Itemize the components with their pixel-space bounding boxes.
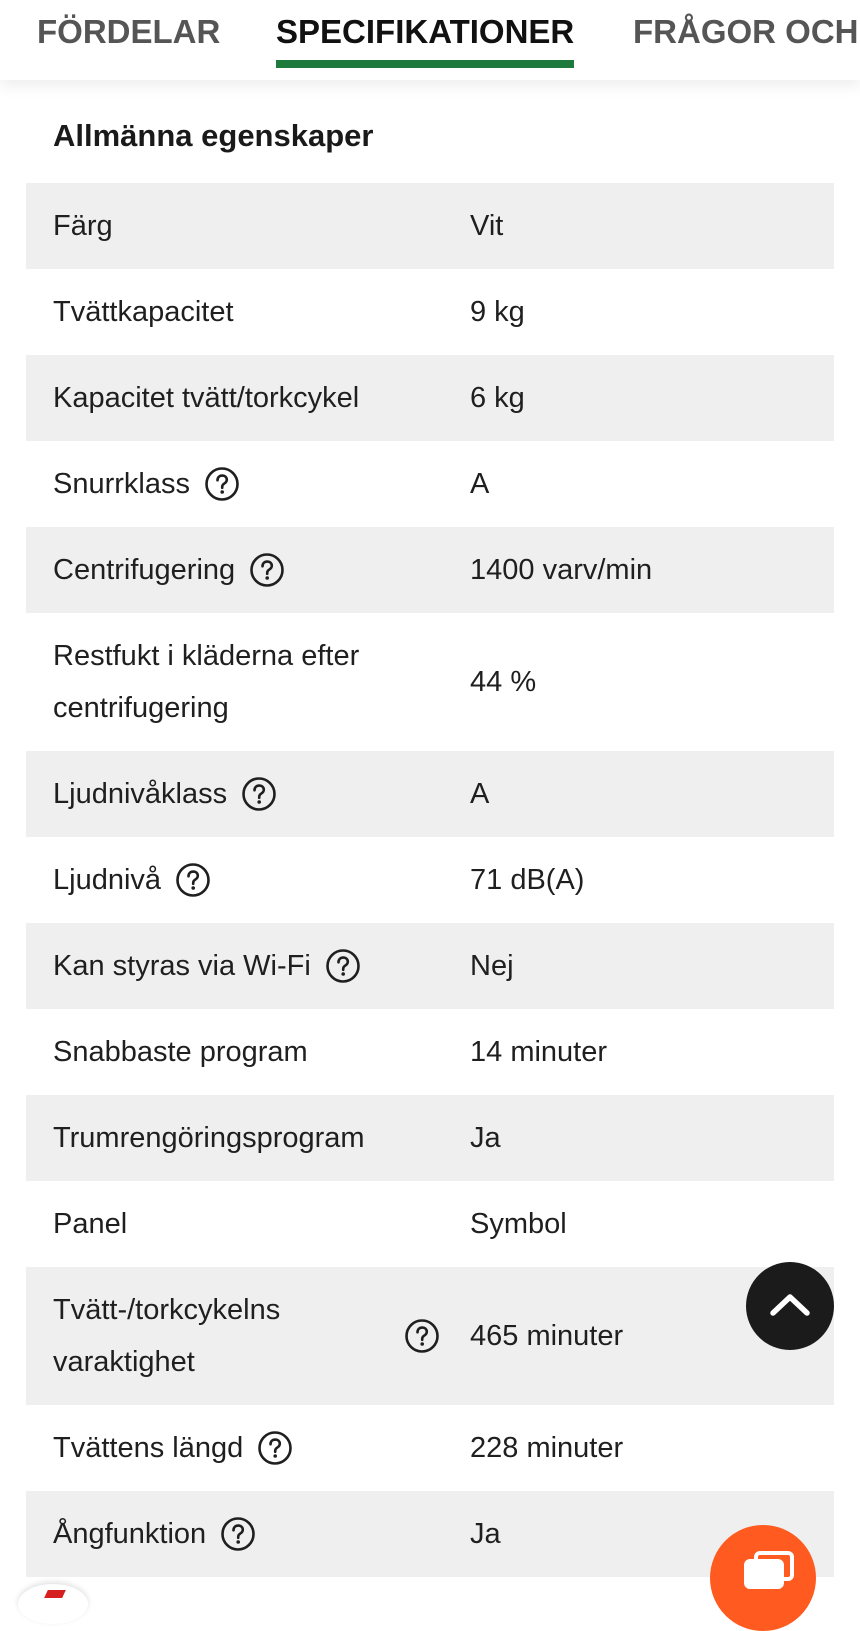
- question-circle-icon[interactable]: [325, 948, 361, 984]
- spec-label-cell: [26, 768, 470, 820]
- spec-label: Färg: [53, 210, 113, 242]
- spec-value: A: [470, 468, 490, 500]
- tab-fragor-och-svar[interactable]: [633, 12, 859, 72]
- spec-label-cell: [26, 286, 470, 338]
- spec-label: Snurrklass: [53, 468, 190, 500]
- spec-label-cell: [26, 1508, 470, 1560]
- spec-row-snabbaste-program: [26, 1009, 834, 1095]
- spec-row-wifi: [26, 923, 834, 1009]
- section-title: Allmänna egenskaper: [53, 118, 374, 153]
- question-circle-icon[interactable]: [220, 1516, 256, 1552]
- spec-row-centrifugering: [26, 527, 834, 613]
- spec-row-tvattkapacitet: [26, 269, 834, 355]
- spec-label-cell: [26, 940, 470, 992]
- spec-value: 6 kg: [470, 382, 525, 414]
- spec-label-cell: [26, 1198, 470, 1250]
- question-circle-icon[interactable]: [404, 1318, 440, 1354]
- tab-fordelar[interactable]: [37, 12, 220, 72]
- spec-label-cell: [26, 1112, 470, 1164]
- spec-value: 9 kg: [470, 296, 525, 328]
- spec-value: 228 minuter: [470, 1432, 624, 1464]
- spec-label: Tvättens längd: [53, 1432, 244, 1464]
- spec-label-cell: [26, 458, 470, 510]
- spec-value: 465 minuter: [470, 1320, 624, 1352]
- spec-value: Ja: [470, 1518, 501, 1550]
- question-circle-icon[interactable]: [257, 1430, 293, 1466]
- spec-value: 44 %: [470, 666, 537, 698]
- spec-row-ljudniva: [26, 837, 834, 923]
- spec-value: Nej: [470, 950, 514, 982]
- spec-value: Symbol: [470, 1208, 567, 1240]
- spec-label-cell: [26, 372, 470, 424]
- spec-label: Panel: [53, 1208, 128, 1240]
- spec-row-panel: [26, 1181, 834, 1267]
- spec-label-cell: [26, 1284, 470, 1388]
- question-circle-icon[interactable]: [204, 466, 240, 502]
- spec-row-trumrengoringsprogram: [26, 1095, 834, 1181]
- tab-label: FÖRDELAR: [37, 13, 221, 50]
- question-circle-icon[interactable]: [249, 552, 285, 588]
- spec-label: Ljudnivåklass: [53, 778, 228, 810]
- active-tab-indicator: [276, 60, 574, 68]
- spec-row-farg: [26, 183, 834, 269]
- spec-value: A: [470, 778, 490, 810]
- spec-label-cell: [26, 544, 470, 596]
- spec-value: 14 minuter: [470, 1036, 608, 1068]
- spec-label: Ljudnivå: [53, 864, 162, 896]
- spec-row-ljudnivaklass: [26, 751, 834, 837]
- tab-bar: [0, 0, 860, 80]
- spec-value: Ja: [470, 1122, 501, 1154]
- chevron-up-icon: [768, 1290, 812, 1323]
- spec-label: Kan styras via Wi-Fi: [53, 950, 311, 982]
- spec-label: Snabbaste program: [53, 1036, 308, 1068]
- spec-label-cell: [26, 200, 470, 252]
- question-circle-icon[interactable]: [241, 776, 277, 812]
- question-circle-icon[interactable]: [175, 862, 211, 898]
- chat-bubble-icon-front: [744, 1559, 784, 1589]
- spec-row-tvattens-langd: [26, 1405, 834, 1491]
- scroll-to-top-button[interactable]: [746, 1262, 834, 1350]
- badge-mark-icon: [44, 1590, 66, 1598]
- spec-label-cell: [26, 630, 470, 734]
- spec-value: Vit: [470, 210, 504, 242]
- spec-table: [26, 183, 834, 1577]
- spec-label-cell: [26, 854, 470, 906]
- spec-row-tvatt-torkcykel-varaktighet: [26, 1267, 834, 1405]
- tab-label: SPECIFIKATIONER: [276, 13, 575, 50]
- spec-label: Tvättkapacitet: [53, 296, 234, 328]
- spec-label: Trumrengöringsprogram: [53, 1122, 365, 1154]
- spec-label-cell: [26, 1026, 470, 1078]
- spec-value: 1400 varv/min: [470, 554, 653, 586]
- spec-row-kapacitet-tvatt-torkcykel: [26, 355, 834, 441]
- spec-label: Tvätt-/torkcykelns varaktighet: [53, 1294, 281, 1378]
- floating-badge[interactable]: [18, 1584, 88, 1624]
- spec-label: Restfukt i kläderna efter centrifugering: [53, 640, 360, 724]
- spec-label: Ångfunktion: [53, 1518, 207, 1550]
- spec-label-cell: [26, 1422, 470, 1474]
- spec-row-restfukt: [26, 613, 834, 751]
- tab-label: FRÅGOR OCH: [633, 13, 859, 50]
- chat-button[interactable]: [710, 1525, 816, 1631]
- spec-label: Kapacitet tvätt/torkcykel: [53, 382, 360, 414]
- spec-label: Centrifugering: [53, 554, 236, 586]
- tab-specifikationer[interactable]: [276, 12, 574, 72]
- spec-row-snurrklass: [26, 441, 834, 527]
- spec-value: 71 dB(A): [470, 864, 585, 896]
